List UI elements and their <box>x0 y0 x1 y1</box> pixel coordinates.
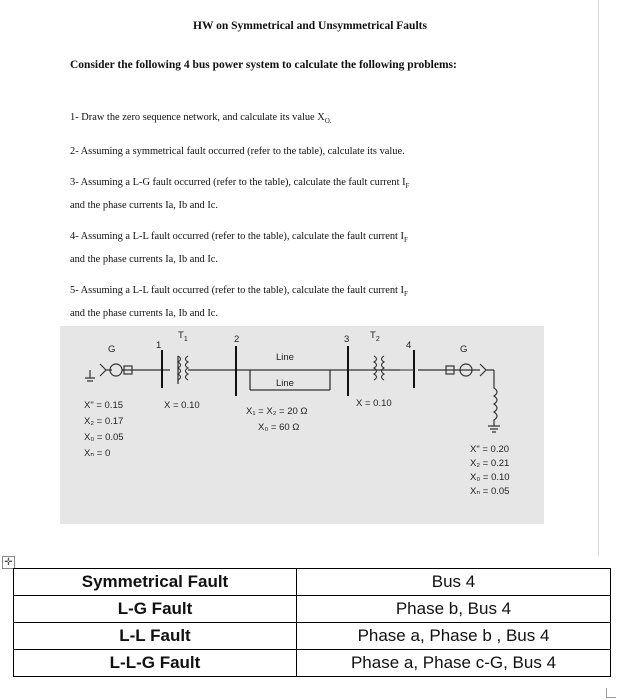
one-line-diagram <box>60 326 544 524</box>
gen-1-label: G <box>108 344 116 355</box>
gen-2-label: G <box>460 344 468 355</box>
gen2-param-x0: X₀ = 0.10 <box>470 472 510 483</box>
table-row <box>14 569 611 596</box>
transformer-2-symbol <box>348 356 414 380</box>
table-row <box>14 596 611 623</box>
problem-list <box>70 108 570 335</box>
bus-4-label: 4 <box>406 340 412 351</box>
problem-1: 1- Draw the zero sequence network, and calculate its value $X_{O.}$ <box>70 112 332 126</box>
power-system-diagram <box>60 326 544 524</box>
problem-2: 2- Assuming a symmetrical fault occurred (refer to the table), calculate its value. <box>70 146 405 158</box>
line-1-label: Line <box>276 352 294 363</box>
gen2-param-x2: X₂ = 0.21 <box>470 458 510 469</box>
t2-param: X = 0.10 <box>356 398 392 409</box>
bus-3-label: 3 <box>344 334 350 345</box>
gen1-param-x2: X₂ = 0.17 <box>84 416 124 427</box>
gen1-param-xn: Xₙ = 0 <box>84 448 111 459</box>
line-param-x1x2: X₁ = X₂ = 20 Ω <box>246 406 308 417</box>
gen1-param-x0: X₀ = 0.05 <box>84 432 124 443</box>
gen1-param-xd: X" = 0.15 <box>84 400 124 411</box>
bus-2-label: 2 <box>234 334 240 345</box>
fault-location-cell: Phase a, Phase c-G, Bus 4 <box>297 650 611 677</box>
fault-location-cell: Phase a, Phase b , Bus 4 <box>297 623 611 650</box>
fault-location-cell: Phase b, Bus 4 <box>297 596 611 623</box>
fault-location-cell: Bus 4 <box>297 569 611 596</box>
fault-table <box>13 568 611 677</box>
line-param-x0: X₀ = 60 Ω <box>258 422 300 433</box>
table-row <box>14 623 611 650</box>
bus-1-label: 1 <box>156 340 162 351</box>
fault-type-cell: Symmetrical Fault <box>14 569 297 596</box>
gen2-param-xn: Xₙ = 0.05 <box>470 486 510 497</box>
document-intro: Consider the following 4 bus power system to calculate the following problems: <box>70 59 457 71</box>
table-move-handle-icon[interactable]: ✛ <box>2 556 15 569</box>
page-edge <box>598 0 599 556</box>
table-row <box>14 650 611 677</box>
t1-label: $T_1$ <box>178 330 188 343</box>
conductors <box>122 356 480 390</box>
problem-3: 3- Assuming a L-G fault occurred (refer to the table), calculate the fault current $I_F$ and the phase currents Ia, Ib and Ic. <box>70 177 410 212</box>
t2-label: $T_2$ <box>370 330 380 343</box>
gen2-param-xd: X" = 0.20 <box>470 444 510 455</box>
transformer-1-symbol <box>178 356 188 380</box>
fault-type-cell: L-L-G Fault <box>14 650 297 677</box>
generator-1-symbol <box>85 364 132 381</box>
fault-type-cell: L-G Fault <box>14 596 297 623</box>
fault-type-cell: L-L Fault <box>14 623 297 650</box>
t1-param: X = 0.10 <box>164 400 200 411</box>
problem-5: 5- Assuming a L-L fault occurred (refer to the table), calculate the fault current $I_F$ and the phase currents Ia, Ib and Ic. <box>70 285 408 320</box>
problem-4: 4- Assuming a L-L fault occurred (refer to the table), calculate the fault current $I_F$ and the phase currents Ia, Ib and Ic. <box>70 231 408 266</box>
document-title: HW on Symmetrical and Unsymmetrical Faults <box>193 20 427 32</box>
table-resize-handle[interactable] <box>606 688 616 698</box>
generator-2-symbol <box>446 364 500 432</box>
line-2-label: Line <box>276 378 294 389</box>
